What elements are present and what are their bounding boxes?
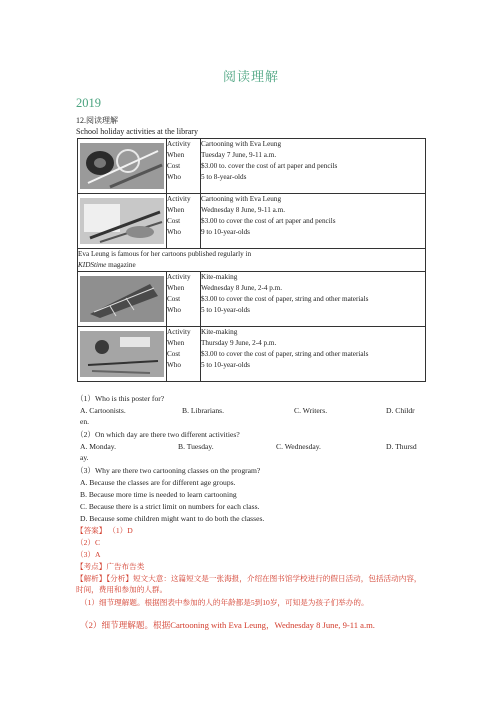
label-who: Who [167,228,181,236]
activity-value: Cartooning with Eva Leung [201,140,282,148]
q3-option-a: A. Because the classes are for different age groups. [80,478,236,487]
eva-leung-note [78,249,426,272]
kite-photo-image [80,276,164,322]
activity-poster-table [77,138,426,382]
poster-values [201,272,426,327]
question-3: （3）Why are there two cartooning classes on the program? [76,466,261,475]
who-value: 5 to 10-year-olds [201,361,250,369]
kite-materials-photo-image [80,331,164,377]
label-who: Who [167,173,181,181]
label-cost: Cost [167,217,181,225]
note-text: Eva Leung is famous for her cartoons published regularly in [78,250,252,258]
label-when: When [167,151,185,159]
question-1-options [80,405,430,427]
cartooning-photo-image [80,143,164,189]
question-2-options [80,441,430,463]
who-value: 5 to 10-year-olds [201,306,250,314]
q2-option-d-wrap: ay. [80,453,89,462]
kaodian-label: 【考点】广告布告类 [76,562,145,571]
who-value: 5 to 8-year-olds [201,173,247,181]
label-activity: Activity [167,140,191,148]
label-activity: Activity [167,273,191,281]
answer-label: 【答案】 [76,526,107,535]
label-when: When [167,284,185,292]
q3-option-b: B. Because more time is needed to learn cartooning [80,490,237,499]
q2-option-b: B. Tuesday. [178,442,214,451]
when-value: Wednesday 8 June, 9-11 a.m. [201,206,285,214]
answer-line-1 [76,525,133,536]
poster-values [201,139,426,194]
answer-1: （1）D [108,526,133,535]
cost-value: $3.00 to cover the cost of art paper and pencils [201,217,336,225]
label-when: When [167,206,185,214]
when-value: Wednesday 8 June, 2-4 p.m. [201,284,283,292]
q2-option-d: D. Thursd [386,442,417,451]
label-who: Who [167,361,181,369]
question-1: （1）Who is this poster for? [76,394,165,403]
detail-1-text: （1）细节理解题。根据图表中参加的人的年龄都是5到10岁，可知是为孩子们举办的。 [80,598,369,607]
q2-option-c: C. Wednesday. [276,442,321,451]
question-number: 12.阅读理解 [76,116,118,125]
activity-value: Cartooning with Eva Leung [201,195,282,203]
label-cost: Cost [167,350,181,358]
analysis-text: 【解析】【分析】短文大意：这篇短文是一张海报，介绍在图书馆学校进行的假日活动，包括活动内容，时间，费用和参加的人群。 [76,574,422,594]
cost-value: $3.00 to cover the cost of paper, string and other materials [201,350,369,358]
poster-labels [167,139,201,194]
poster-labels [167,327,201,382]
q1-option-d: D. Childr [386,406,415,415]
q1-option-a: A. Cartoonists. [80,406,126,415]
when-value: Thursday 9 June, 2-4 p.m. [201,339,277,347]
year-heading: 2019 [76,96,101,110]
label-who: Who [167,306,181,314]
activity-photo-cell [78,272,167,327]
cost-value: $3.00 to. cover the cost of art paper and pencils [201,162,338,170]
poster-labels [167,194,201,249]
activity-value: Kite-making [201,328,238,336]
question-3-options [80,477,430,521]
question-2: （2）On which day are there two different activities? [76,430,240,439]
page-title: 阅读理解 [222,69,279,84]
q2-option-a: A. Monday. [80,442,116,451]
poster-values [201,194,426,249]
answer-2: （2）C [76,538,101,547]
q1-option-d-wrap: en. [80,417,90,426]
activity-photo-cell [78,327,167,382]
poster-values [201,327,426,382]
when-value: Tuesday 7 June, 9-11 a.m. [201,151,277,159]
label-when: When [167,339,185,347]
passage-intro: School holiday activities at the library [76,127,198,136]
q3-option-d: D. Because some children might want to do both the classes. [80,514,265,523]
drawing-photo-image [80,198,164,244]
who-value: 9 to 10-year-olds [201,228,250,236]
q1-option-b: B. Librarians. [182,406,224,415]
q1-option-c: C. Writers. [294,406,328,415]
magazine-name: KIDStime [78,261,107,269]
detail-2-text: （2）细节理解题。根据Cartooning with Eva Leung，Wednesday 8 June, 9-11 a.m. [80,620,375,630]
activity-photo-cell [78,139,167,194]
q3-option-c: C. Because there is a strict limit on numbers for each class. [80,502,260,511]
poster-labels [167,272,201,327]
label-activity: Activity [167,328,191,336]
activity-photo-cell [78,194,167,249]
answer-3: （3）A [76,550,101,559]
activity-value: Kite-making [201,273,238,281]
label-cost: Cost [167,295,181,303]
label-cost: Cost [167,162,181,170]
cost-value: $3.00 to cover the cost of paper, string and other materials [201,295,369,303]
label-activity: Activity [167,195,191,203]
note-suffix: magazine [106,261,136,269]
